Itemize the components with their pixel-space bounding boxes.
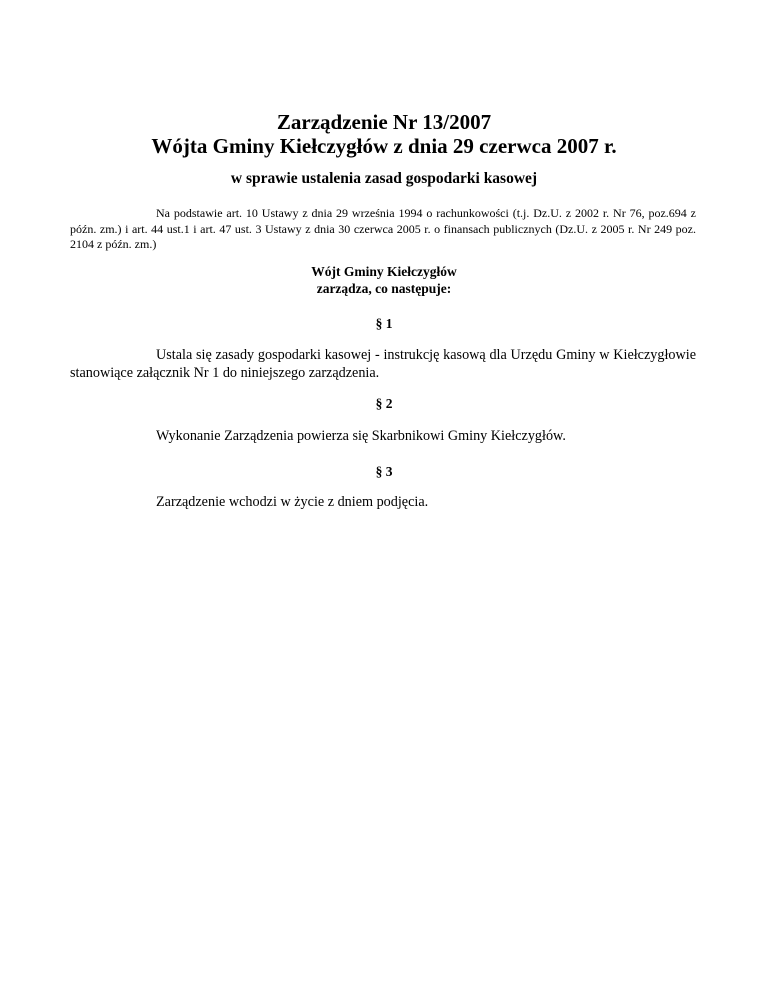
section-mark-2: § 2 xyxy=(375,396,393,411)
legal-basis-paragraph: Na podstawie art. 10 Ustawy z dnia 29 września 1994 o rachunkowości (t.j. Dz.U. z 2002 r. Nr 76, poz.694 z późn. zm.) i art. 44 ust.1 i art. 47 ust. 3 Ustawy z dnia 30 czerwca 2005 r. o finansach publicznych (Dz.U. z 2005 r. Nr 249 poz. 2104 z późn. zm.) xyxy=(70,206,696,251)
section-mark-3: § 3 xyxy=(375,464,393,479)
document-subject: w sprawie ustalenia zasad gospodarki kasowej xyxy=(230,170,538,187)
document-title-line1: Zarządzenie Nr 13/2007 xyxy=(276,110,492,134)
document-title-line2: Wójta Gminy Kiełczygłów z dnia 29 czerwca 2007 r. xyxy=(151,134,617,158)
issuer-line1: Wójt Gminy Kiełczygłów xyxy=(311,264,457,279)
section-text-3: Zarządzenie wchodzi w życie z dniem podjęcia. xyxy=(156,494,429,510)
section-text-2: Wykonanie Zarządzenia powierza się Skarbnikowi Gminy Kiełczygłów. xyxy=(156,428,566,444)
section-text-1: Ustala się zasady gospodarki kasowej - instrukcję kasową dla Urzędu Gminy w Kiełczygłowie stanowiące załącznik Nr 1 do niniejszego zarządzenia. xyxy=(70,347,696,381)
section-mark-1: § 1 xyxy=(375,316,393,331)
issuer-line2: zarządza, co następuje: xyxy=(316,281,452,296)
